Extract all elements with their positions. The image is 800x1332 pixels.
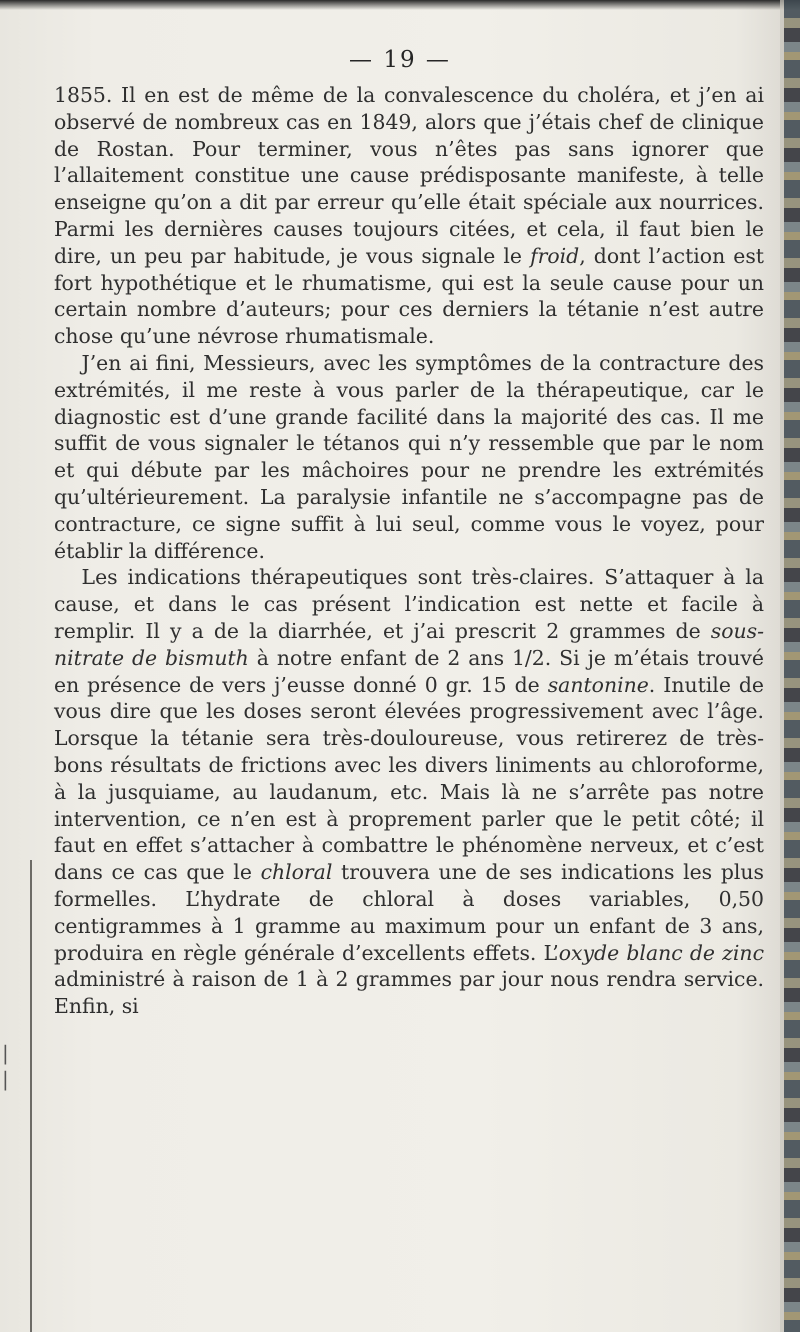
paragraph-1-emphasis: froid <box>530 243 580 268</box>
paragraph-3-text-c: . Inutile de vous dire que les doses seront élevées progressivement avec l’âge. Lorsque la tétanie sera très-douloureuse, vous retirerez de très-bons résultats de frictions avec les divers liniments au chloroforme, à la jusquiame, au laudanum, etc. Mais là ne s’arrête pas notre intervention, ce n’en est à proprement parler que le petit côté; il faut en effet s’attacher à combattre le phénomène nerveux, et c’est dans ce cas que le <box>54 672 764 885</box>
right-edge-strip <box>784 0 800 1332</box>
top-binding-shadow <box>0 0 800 10</box>
paragraph-3-text-a: Les indications thérapeutiques sont très-claires. S’attaquer à la cause, et dans le cas présent l’indication est nette et facile à remplir. Il y a de la diarrhée, et j’ai prescrit 2 grammes de <box>54 565 764 643</box>
paragraph-3-text-e: administré à raison de 1 à 2 grammes par jour nous rendra service. Enfin, si <box>54 967 764 1019</box>
left-margin-marks: | | <box>2 1041 9 1091</box>
paragraph-3-emphasis-chloral: chloral <box>260 860 333 885</box>
paragraph-3 <box>54 564 764 1020</box>
paragraph-1 <box>54 82 764 350</box>
paragraph-3-emphasis-zinc: oxyde blanc de zinc <box>558 940 764 965</box>
body-text <box>54 82 764 1020</box>
paragraph-3-emphasis-santonine: santonine <box>547 672 649 697</box>
page-number: — 19 — <box>349 47 451 73</box>
paragraph-3-text-b: à notre enfant de 2 ans 1/2. Si je m’étais trouvé en présence de vers j’eusse donné 0 gr. 15 de <box>54 645 764 697</box>
left-margin-rule <box>30 860 32 1332</box>
paragraph-1-text-b: , dont l’action est fort hypothétique et le rhumatisme, qui est la seule cause pour un certain nombre d’auteurs; pour ces derniers la tétanie n’est autre chose qu’une névrose rhumatismale. <box>54 243 764 349</box>
paragraph-1-text-a: 1855. Il en est de même de la convalescence du choléra, et j’en ai observé de nombreux cas en 1849, alors que j’étais chef de clinique de Rostan. Pour terminer, vous n’êtes pas sans ignorer que l’allaitement constitue une cause prédisposante manifeste, à telle enseigne qu’on a dit par erreur qu’elle était spéciale aux nourrices. Parmi les dernières causes toujours citées, et cela, il faut bien le dire, un peu par habitude, je vous signale le <box>54 83 764 268</box>
paragraph-3-text-d: trouvera une de ses indications les plus formelles. L’hydrate de chloral à doses variables, 0,50 centigrammes à 1 gramme au maximum pour un enfant de 3 ans, produira en règle générale d’excellents effets. L’ <box>54 860 764 965</box>
paragraph-2: J’en ai fini, Messieurs, avec les symptômes de la contracture des extrémités, il me reste à vous parler de la thérapeutique, car le diagnostic est d’une grande facilité dans la majorité des cas. Il me suffit de vous signaler le tétanos qui n’y ressemble que par le nom et qui débute par les mâchoires pour ne prendre les extrémités qu’ultérieurement. La paralysie infantile ne s’accompagne pas de contracture, ce signe suffit à lui seul, comme vous le voyez, pour établir la différence. <box>54 350 764 563</box>
paragraph-3-emphasis-bismuth: sous-nitrate de bismuth <box>54 618 764 670</box>
